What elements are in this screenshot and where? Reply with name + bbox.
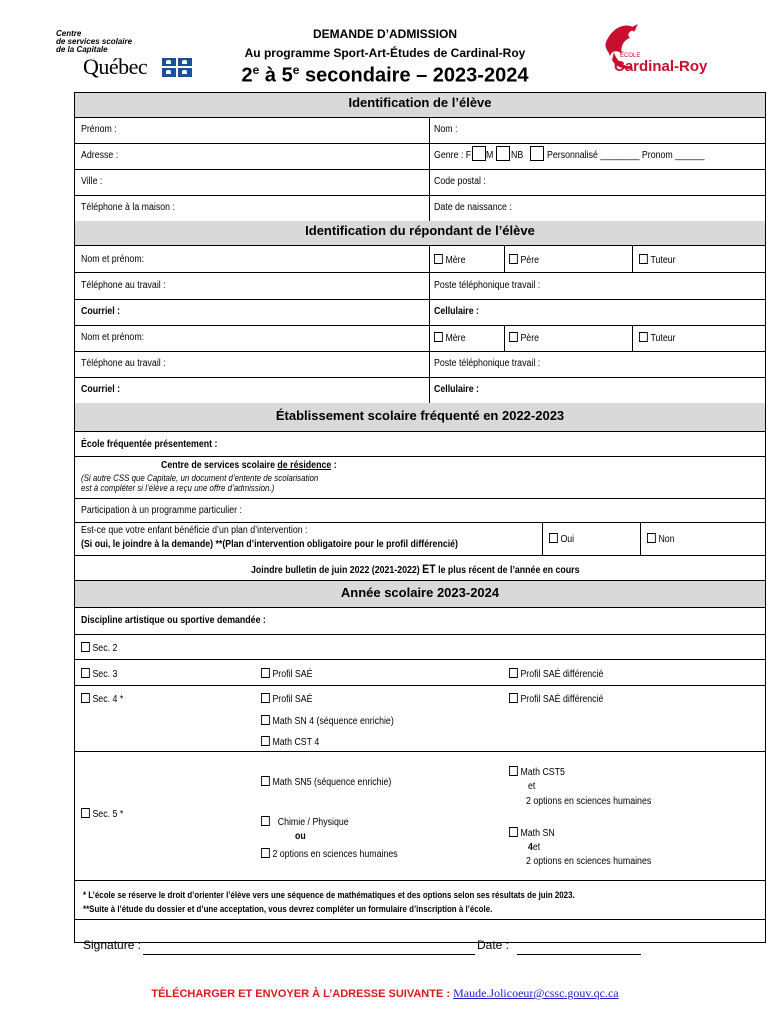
checkbox-sec3-profil-sae[interactable]: Profil SAÉ <box>261 668 313 680</box>
checkbox-options-sh[interactable]: 2 options en sciences humaines <box>261 848 398 860</box>
checkbox-mere-1[interactable]: Mère <box>434 254 466 266</box>
field-repondant1-tel-travail[interactable]: Téléphone au travail : <box>81 280 166 291</box>
plan-intervention-note: (Si oui, le joindre à la demande) **(Plan d’intervention obligatoire pour le profil différencié) <box>81 539 458 550</box>
section-header-annee: Année scolaire 2023-2024 <box>75 581 765 608</box>
field-repondant1-cellulaire[interactable]: Cellulaire : <box>434 306 480 317</box>
field-adresse[interactable]: Adresse : <box>81 150 119 161</box>
cssc-line: de services scolaire <box>56 37 133 46</box>
checkbox-tuteur-1[interactable]: Tuteur <box>639 254 676 266</box>
checkbox-sec4-profil-sae[interactable]: Profil SAÉ <box>261 693 313 705</box>
genre-nb-checkbox[interactable] <box>530 146 544 161</box>
field-repondant1-courriel[interactable]: Courriel : <box>81 306 121 317</box>
checkbox-plan-oui[interactable]: Oui <box>549 533 574 545</box>
genre-m-checkbox[interactable] <box>496 146 510 161</box>
checkbox-math-sn4[interactable]: Math SN 4 (séquence enrichie) <box>261 715 394 727</box>
genre-perso-field[interactable]: Personnalisé ________ Pronom ______ <box>547 150 705 161</box>
sn-4et: 4et <box>528 842 541 853</box>
quebec-wordmark: Québec <box>83 54 148 79</box>
checkbox-sec2[interactable]: Sec. 2 <box>81 642 117 654</box>
field-repondant2-nom[interactable]: Nom et prénom: <box>81 332 145 343</box>
signature-label: Signature : <box>83 938 142 952</box>
checkbox-mere-2[interactable]: Mère <box>434 332 466 344</box>
checkbox-plan-non[interactable]: Non <box>647 533 675 545</box>
field-tel-maison[interactable]: Téléphone à la maison : <box>81 202 175 213</box>
checkbox-chimie-physique[interactable]: Chimie / Physique <box>261 816 349 828</box>
field-ecole-frequentee[interactable]: École fréquentée présentement : <box>81 439 218 450</box>
bulletin-instruction: Joindre bulletin de juin 2022 (2021-2022) ET le plus récent de l’année en cours <box>251 562 580 576</box>
genre-m-label: M <box>486 150 494 161</box>
note-inscription: **Suite à l’étude du dossier et d’une acceptation, vous devrez compléter un formulaire d’inscription à l’école. <box>83 904 493 914</box>
field-repondant2-courriel[interactable]: Courriel : <box>81 384 121 395</box>
genre-label: Genre : F <box>434 150 472 161</box>
field-date-naissance[interactable]: Date de naissance : <box>434 202 512 213</box>
section-header-eleve: Identification de l’élève <box>75 93 765 118</box>
plan-intervention-question: Est-ce que votre enfant bénéficie d’un plan d’intervention : <box>81 525 308 536</box>
field-discipline[interactable]: Discipline artistique ou sportive demandée : <box>81 615 266 626</box>
field-repondant2-poste[interactable]: Poste téléphonique travail : <box>434 358 541 369</box>
field-repondant1-poste[interactable]: Poste téléphonique travail : <box>434 280 541 291</box>
checkbox-math-sn5[interactable]: Math SN5 (séquence enrichie) <box>261 776 391 788</box>
checkbox-sec4-profil-sae-diff[interactable]: Profil SAÉ différencié <box>509 693 603 705</box>
genre-nb-label: NB <box>511 150 524 161</box>
checkbox-math-cst5[interactable]: Math CST5 <box>509 766 565 778</box>
form-title: DEMANDE D’ADMISSION <box>312 27 457 41</box>
footer-send-instruction: TÉLÉCHARGER ET ENVOYER À L’ADRESSE SUIVANTE : Maude.Jolicoeur@cssc.gouv.qc.ca <box>151 986 619 1000</box>
form-subtitle: Au programme Sport-Art-Études de Cardinal-Roy <box>244 46 526 60</box>
chimie-ou: ou <box>295 831 306 842</box>
cst5-options: 2 options en sciences humaines <box>526 796 652 807</box>
field-code-postal[interactable]: Code postal : <box>434 176 486 187</box>
checkbox-tuteur-2[interactable]: Tuteur <box>639 332 676 344</box>
logo-ecole-label: ÉCOLE <box>620 53 641 59</box>
checkbox-sec3-profil-sae-diff[interactable]: Profil SAÉ différencié <box>509 668 603 680</box>
sn-options: 2 options en sciences humaines <box>526 856 652 867</box>
field-repondant2-cellulaire[interactable]: Cellulaire : <box>434 384 480 395</box>
field-participation-programme[interactable]: Participation à un programme particulier : <box>81 505 242 516</box>
field-css-residence[interactable]: Centre de services scolaire de résidence : <box>161 460 337 471</box>
checkbox-sec5[interactable]: Sec. 5 * <box>81 808 123 820</box>
field-repondant1-nom[interactable]: Nom et prénom: <box>81 254 145 265</box>
admission-form <box>74 92 766 952</box>
logo-school-name: Cardinal-Roy <box>614 58 708 75</box>
checkbox-pere-2[interactable]: Père <box>509 332 539 344</box>
checkbox-sec4[interactable]: Sec. 4 * <box>81 693 123 705</box>
section-header-repondant: Identification du répondant de l’élève <box>75 221 765 246</box>
cssc-line: de la Capitale <box>56 45 108 54</box>
signature-line[interactable] <box>143 954 475 955</box>
date-line[interactable] <box>517 954 641 955</box>
checkbox-math-cst4[interactable]: Math CST 4 <box>261 736 319 748</box>
genre-f-checkbox[interactable] <box>472 146 486 161</box>
form-grade-heading: 2e à 5e secondaire – 2023-2024 <box>241 63 529 87</box>
section-header-etablissement: Établissement scolaire fréquenté en 2022-2023 <box>75 403 765 432</box>
field-repondant2-tel-travail[interactable]: Téléphone au travail : <box>81 358 166 369</box>
css-note: (Si autre CSS que Capitale, un document d’entente de scolarisation est à compléter si l’élève a reçu une offre d’admission.) <box>81 473 319 493</box>
field-ville[interactable]: Ville : <box>81 176 103 187</box>
checkbox-pere-1[interactable]: Père <box>509 254 539 266</box>
checkbox-math-sn[interactable]: Math SN <box>509 827 555 839</box>
cst5-et: et <box>528 781 536 792</box>
field-nom[interactable]: Nom : <box>434 124 458 135</box>
date-label: Date : <box>477 938 510 952</box>
field-prenom[interactable]: Prénom : <box>81 124 117 135</box>
contact-email-link[interactable]: Maude.Jolicoeur@cssc.gouv.qc.ca <box>453 986 619 1000</box>
cssc-line: Centre <box>56 29 82 38</box>
note-orientation: * L’école se réserve le droit d’orienter l’élève vers une séquence de mathématiques et des options selon ses résultats de juin 2023. <box>83 890 575 900</box>
checkbox-sec3[interactable]: Sec. 3 <box>81 668 117 680</box>
